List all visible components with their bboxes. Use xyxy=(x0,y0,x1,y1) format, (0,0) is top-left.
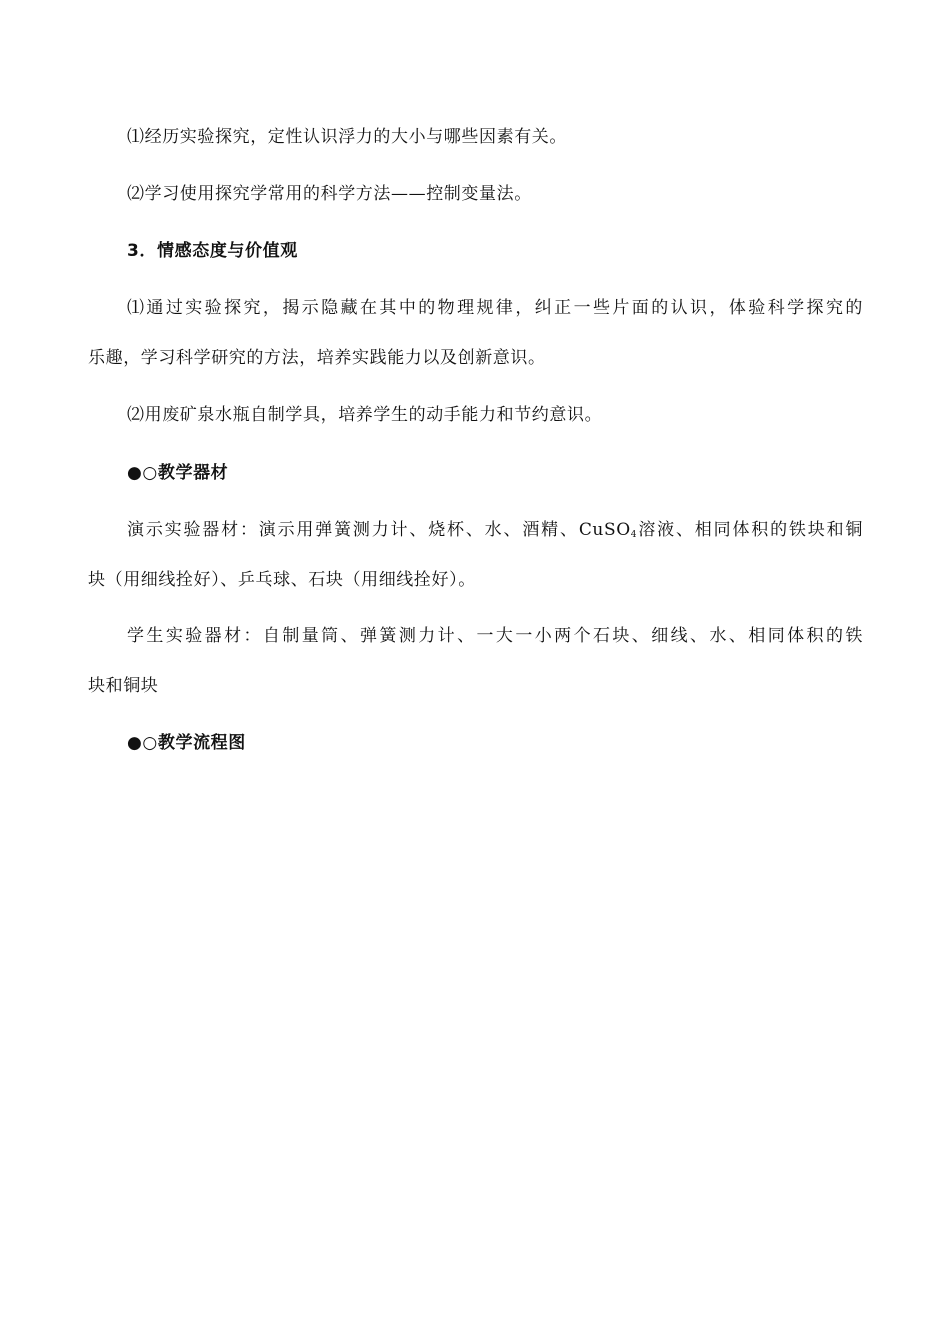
attitude-heading: 3．情感态度与价值观 xyxy=(127,241,298,261)
skills-item-2: ⑵学习使用探究学常用的科学方法——控制变量法。 xyxy=(127,184,532,204)
attitude-item-2: ⑵用废矿泉水瓶自制学具，培养学生的动手能力和节约意识。 xyxy=(127,405,603,425)
skills-item-1: ⑴经历实验探究，定性认识浮力的大小与哪些因素有关。 xyxy=(127,127,567,147)
demo-materials-line-1 xyxy=(127,518,863,542)
demo-materials-line-2: 块（用细线拴好）、乒乓球、石块（用细线拴好）。 xyxy=(88,570,476,590)
sulfate-subscript: 4 xyxy=(630,530,638,540)
demo-materials-text-a: 演示实验器材：演示用弹簧测力计、烧杯、水、酒精、CuSO xyxy=(127,520,631,540)
flowchart-heading: ●○教学流程图 xyxy=(127,733,246,753)
demo-materials-text-b: 溶液、相同体积的铁块和铜 xyxy=(637,520,864,540)
attitude-item-1-line-1: ⑴通过实验探究，揭示隐藏在其中的物理规律，纠正一些片面的认识，体验科学探究的 xyxy=(127,298,863,318)
attitude-item-1-line-2: 乐趣，学习科学研究的方法，培养实践能力以及创新意识。 xyxy=(88,348,546,368)
student-materials-line-1: 学生实验器材：自制量筒、弹簧测力计、一大一小两个石块、细线、水、相同体积的铁 xyxy=(127,626,863,646)
student-materials-line-2: 块和铜块 xyxy=(88,676,159,696)
materials-heading: ●○教学器材 xyxy=(127,463,229,483)
